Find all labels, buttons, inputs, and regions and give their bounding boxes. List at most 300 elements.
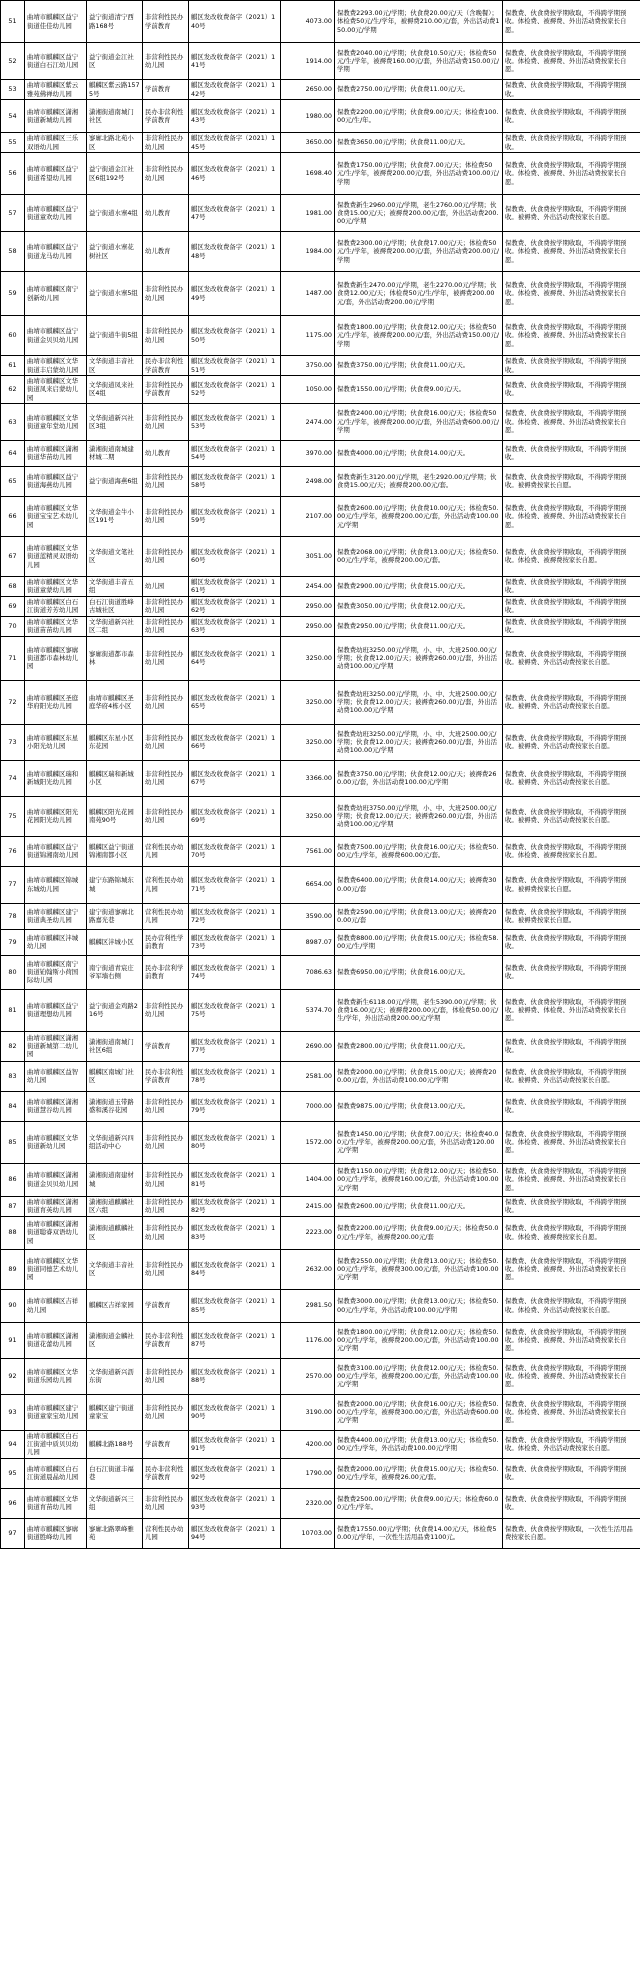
kindergarten-name: 曲靖市麒麟区益宁街道佳佳幼儿园 (25, 1, 87, 43)
charging-method: 保教费、伙食费按学期收取，不得跨学期预收。体检费、被褥费、外出活动费按家长自愿。 (503, 496, 640, 536)
fee-amount: 2320.00 (281, 1488, 335, 1518)
row-number: 94 (1, 1430, 25, 1458)
school-nature: 民办非营利性学前教育 (143, 100, 189, 133)
table-row (1, 1458, 640, 1488)
table-row (1, 1061, 640, 1091)
row-number: 74 (1, 760, 25, 796)
charging-method: 保教费、伙食费按学期收取，不得跨学期预收。体检费、被褥费、外出活动费按家长自愿。 (503, 1322, 640, 1358)
row-number: 88 (1, 1216, 25, 1249)
fee-standard: 保教费2400.00元/学期；伙食费16.00元/天；体检费50元/生/学年，被褥费200.00元/套，外出活动费600.00元/学期 (335, 403, 503, 440)
filing-document-number: 麒区发改收费备字（2021）140号 (189, 1, 281, 43)
fee-amount: 3250.00 (281, 636, 335, 680)
fee-amount: 2581.00 (281, 1061, 335, 1091)
row-number: 92 (1, 1358, 25, 1394)
fee-amount: 3190.00 (281, 1394, 335, 1430)
school-nature: 非营利性民办幼儿园 (143, 43, 189, 80)
address: 文华街道金牛小区191号 (87, 496, 143, 536)
charging-method: 保教费、伙食费按学期收取，不得跨学期预收。体检费、外出活动费按家长自愿。 (503, 1430, 640, 1458)
fee-amount: 2950.00 (281, 596, 335, 616)
address: 麒麟区东星小区东花园 (87, 724, 143, 760)
fee-amount: 3750.00 (281, 356, 335, 376)
kindergarten-name: 曲靖市麒麟区益宁街道海燕幼儿园 (25, 466, 87, 496)
address: 麒麟区沣城小区 (87, 929, 143, 955)
address: 麒麟区南城门社区 (87, 1061, 143, 1091)
row-number: 64 (1, 440, 25, 466)
filing-document-number: 麒区发改收费备字（2021）164号 (189, 636, 281, 680)
address: 麒麟区瑞和新城小区 (87, 760, 143, 796)
fee-standard: 保教费4400.00元/学期；伙食费13.00元/天；体检费50.00元/生/学年，外出活动费100.00元/学期 (335, 1430, 503, 1458)
fee-amount: 2223.00 (281, 1216, 335, 1249)
address: 潇湘街道南城门社区 (87, 100, 143, 133)
address: 寥廓北路翠峰雅苑 (87, 1518, 143, 1548)
table-row (1, 316, 640, 356)
kindergarten-name: 曲靖市麒麟区潇湘街道华苗幼儿园 (25, 440, 87, 466)
school-nature: 非营利性民办幼儿园 (143, 1121, 189, 1163)
fee-standard: 保教费2800.00元/学期；伙食费11.00元/天。 (335, 1031, 503, 1061)
kindergarten-name: 曲靖市麒麟区益宁街道金贝贝幼儿园 (25, 316, 87, 356)
fee-standard: 保教费2950.00元/学期；伙食费11.00元/天。 (335, 616, 503, 636)
row-number: 52 (1, 43, 25, 80)
row-number: 85 (1, 1121, 25, 1163)
charging-method: 保教费、伙食费按学期收取，不得跨学期预收。体检费、被褥费、外出活动费按家长自愿。 (503, 1163, 640, 1196)
row-number: 61 (1, 356, 25, 376)
filing-document-number: 麒区发改收费备字（2021）154号 (189, 440, 281, 466)
table-row (1, 1031, 640, 1061)
charging-method: 保教费、伙食费按学期收取，不得跨学期预收。 (503, 440, 640, 466)
row-number: 69 (1, 596, 25, 616)
table-row (1, 596, 640, 616)
table-row (1, 100, 640, 133)
kindergarten-name: 曲靖市麒麟区潇湘街道花蕾幼儿园 (25, 1322, 87, 1358)
address: 文华街道凤来社区4组 (87, 376, 143, 404)
row-number: 82 (1, 1031, 25, 1061)
row-number: 83 (1, 1061, 25, 1091)
fee-standard: 保教费3750.00元/学期；伙食费11.00元/天。 (335, 356, 503, 376)
charging-method: 保教费、伙食费按学期收取，不得跨学期预收。体检费、被褥费、外出活动费按家长自愿。 (503, 1121, 640, 1163)
charging-method: 保教费、伙食费按学期收取，不得跨学期预收。 (503, 356, 640, 376)
filing-document-number: 麒区发改收费备字（2021）163号 (189, 616, 281, 636)
school-nature: 非营利性民办幼儿园 (143, 536, 189, 576)
fee-standard: 保教费新生3120.00元/学期，老生2920.00元/学期；伙食费15.00元/天；被褥费200.00元/套。 (335, 466, 503, 496)
charging-method: 保教费、伙食费按学期收取，不得跨学期预收。体检费、被褥费、外出活动费按家长自愿。 (503, 316, 640, 356)
fee-amount: 2107.00 (281, 496, 335, 536)
charging-method: 保教费、伙食费按学期收取，不得跨学期预收。 (503, 955, 640, 989)
school-nature: 非营利性民办幼儿园 (143, 153, 189, 195)
row-number: 66 (1, 496, 25, 536)
table-row (1, 356, 640, 376)
fee-amount: 3250.00 (281, 680, 335, 724)
address: 文华街道丰音社区 (87, 356, 143, 376)
fee-amount: 1487.00 (281, 272, 335, 316)
address: 建宁街道寥廓北路嘉光巷 (87, 903, 143, 929)
row-number: 86 (1, 1163, 25, 1196)
charging-method: 保教费、伙食费按学期收取，不得跨学期预收。体检费、被褥费按家长自愿。 (503, 836, 640, 866)
table-row (1, 903, 640, 929)
table-row (1, 1091, 640, 1121)
fee-amount: 1050.00 (281, 376, 335, 404)
address: 麒麟区紫云路1575号 (87, 80, 143, 100)
table-row (1, 989, 640, 1031)
row-number: 67 (1, 536, 25, 576)
charging-method: 保教费、伙食费按学期收取，不得跨学期预收。被褥费按家长自愿。 (503, 866, 640, 903)
fee-standard: 保教费2500.00元/学期；伙食费9.00元/天；体检费60.00元/生/学年。 (335, 1488, 503, 1518)
row-number: 77 (1, 866, 25, 903)
address: 潇湘街道玉带路盛和溪谷花园 (87, 1091, 143, 1121)
fee-standard: 保教费新生2470.00元/学期，老生2270.00元/学期；伙食费12.00元/天；体检费50元/生/学年，被褥费200.00元/套，外出活动费200.00元/学期 (335, 272, 503, 316)
fee-standard: 保教费2750.00元/学期；伙食费11.00元/天。 (335, 80, 503, 100)
school-nature: 非营利性民办幼儿园 (143, 1488, 189, 1518)
fee-standard: 保教费6400.00元/学期；伙食费14.00元/天；被褥费300.00元/套 (335, 866, 503, 903)
kindergarten-name: 曲靖市麒麟区锦城东城幼儿园 (25, 866, 87, 903)
address: 益宁街道水寨4组 (87, 195, 143, 232)
fee-standard: 保教费1750.00元/学期；伙食费7.00元/天；体检费50元/生/学年，被褥费200.00元/套，外出活动费100.00元/学期 (335, 153, 503, 195)
kindergarten-name: 曲靖市麒麟区文华街道新幼儿园 (25, 1121, 87, 1163)
table-row (1, 724, 640, 760)
school-nature: 民办非营利性学前教育 (143, 1458, 189, 1488)
charging-method: 保教费、伙食费按学期收取，不得跨学期预收。 (503, 1488, 640, 1518)
address: 益宁街道水寨5组 (87, 272, 143, 316)
kindergarten-name: 曲靖市麒麟区益宁街道锦湘南幼儿园 (25, 836, 87, 866)
kindergarten-name: 曲靖市麒麟区潇湘街道聪睿双语幼儿园 (25, 1216, 87, 1249)
fee-amount: 3590.00 (281, 903, 335, 929)
kindergarten-name: 曲靖市麒麟区益宁街道龙马幼儿园 (25, 232, 87, 272)
filing-document-number: 麒区发改收费备字（2021）160号 (189, 536, 281, 576)
charging-method: 保教费、伙食费按学期收取，不得跨学期预收。 (503, 1091, 640, 1121)
row-number: 95 (1, 1458, 25, 1488)
kindergarten-name: 曲靖市麒麟区沣城幼儿园 (25, 929, 87, 955)
table-row (1, 796, 640, 836)
school-nature: 非营利性民办幼儿园 (143, 724, 189, 760)
table-body (1, 1, 640, 1549)
charging-method: 保教费、伙食费按学期收取，不得跨学期预收。被褥费、体检费、外出活动费按家长自愿。 (503, 989, 640, 1031)
table-row (1, 1322, 640, 1358)
filing-document-number: 麒区发改收费备字（2021）182号 (189, 1196, 281, 1216)
fee-amount: 2498.00 (281, 466, 335, 496)
filing-document-number: 麒区发改收费备字（2021）149号 (189, 272, 281, 316)
table-row (1, 43, 640, 80)
filing-document-number: 麒区发改收费备字（2021）187号 (189, 1322, 281, 1358)
table-row (1, 1488, 640, 1518)
filing-document-number: 麒区发改收费备字（2021）165号 (189, 680, 281, 724)
row-number: 71 (1, 636, 25, 680)
row-number: 78 (1, 903, 25, 929)
filing-document-number: 麒区发改收费备字（2021）146号 (189, 153, 281, 195)
kindergarten-name: 曲靖市麒麟区三乐双语幼儿园 (25, 133, 87, 153)
fee-amount: 3051.00 (281, 536, 335, 576)
fee-standard: 保教费6950.00元/学期；伙食费16.00元/天。 (335, 955, 503, 989)
school-nature: 非营利性民办幼儿园 (143, 760, 189, 796)
school-nature: 学前教育 (143, 80, 189, 100)
school-nature: 非营利性民办幼儿园 (143, 133, 189, 153)
filing-document-number: 麒区发改收费备字（2021）170号 (189, 836, 281, 866)
charging-method: 保教费、伙食费按学期收取，不得跨学期预收。 (503, 576, 640, 596)
table-row (1, 1216, 640, 1249)
table-row (1, 1289, 640, 1322)
kindergarten-name: 曲靖市麒麟区寥廓街道都市森林幼儿园 (25, 636, 87, 680)
filing-document-number: 麒区发改收费备字（2021）166号 (189, 724, 281, 760)
kindergarten-name: 曲靖市麒麟区文华街道苗苗幼儿园 (25, 616, 87, 636)
filing-document-number: 麒区发改收费备字（2021）147号 (189, 195, 281, 232)
address: 文华街道新兴沥东街 (87, 1358, 143, 1394)
fee-amount: 1981.00 (281, 195, 335, 232)
table-row (1, 232, 640, 272)
filing-document-number: 麒区发改收费备字（2021）181号 (189, 1163, 281, 1196)
filing-document-number: 麒区发改收费备字（2021）162号 (189, 596, 281, 616)
table-row (1, 1430, 640, 1458)
address: 麒麟区建宁街道童家宝 (87, 1394, 143, 1430)
fee-amount: 2650.00 (281, 80, 335, 100)
table-row (1, 616, 640, 636)
school-nature: 非营利性民办学前教育 (143, 376, 189, 404)
charging-method: 保教费、伙食费按学期收取，不得跨学期预收。体检费、被褥费、外出活动费按家长自愿。 (503, 232, 640, 272)
table-row (1, 680, 640, 724)
filing-document-number: 麒区发改收费备字（2021）161号 (189, 576, 281, 596)
table-row (1, 536, 640, 576)
school-nature: 非营利性民办幼儿园 (143, 403, 189, 440)
kindergarten-name: 曲靖市麒麟区白石江街道中质贝贝幼儿园 (25, 1430, 87, 1458)
charging-method: 保教费、伙食费按学期收取，不得跨学期预收。体检费、外出活动费按家长自愿。 (503, 1289, 640, 1322)
row-number: 70 (1, 616, 25, 636)
school-nature: 非营利性民办幼儿园 (143, 636, 189, 680)
kindergarten-name: 曲靖市麒麟区东星小阳光幼儿园 (25, 724, 87, 760)
filing-document-number: 麒区发改收费备字（2021）167号 (189, 760, 281, 796)
school-nature: 幼儿教育 (143, 232, 189, 272)
kindergarten-name: 曲靖市麒麟区文华街道童年堂幼儿园 (25, 403, 87, 440)
table-row (1, 1394, 640, 1430)
filing-document-number: 麒区发改收费备字（2021）173号 (189, 929, 281, 955)
fee-standard: 保教费新生2960.00元/学期，老生2760.00元/学期；伙食费15.00元/天；被褥费200.00元/套，外出活动费200.00元/学期 (335, 195, 503, 232)
fee-amount: 10703.00 (281, 1518, 335, 1548)
address: 麒麟区吉祥家园 (87, 1289, 143, 1322)
fee-amount: 4073.00 (281, 1, 335, 43)
fee-standard: 保教费3750.00元/学期；伙食费12.00元/天；被褥费260.00元/套，外出活动费100.00元/学期 (335, 760, 503, 796)
fee-amount: 3250.00 (281, 724, 335, 760)
fee-amount: 7561.00 (281, 836, 335, 866)
row-number: 60 (1, 316, 25, 356)
school-nature: 幼儿教育 (143, 195, 189, 232)
filing-document-number: 麒区发改收费备字（2021）183号 (189, 1216, 281, 1249)
kindergarten-name: 曲靖市麒麟区潇湘街道育英幼儿园 (25, 1196, 87, 1216)
filing-document-number: 麒区发改收费备字（2021）148号 (189, 232, 281, 272)
table-row (1, 496, 640, 536)
row-number: 73 (1, 724, 25, 760)
school-nature: 学前教育 (143, 1031, 189, 1061)
charging-method: 保教费、伙食费按学期收取，不得跨学期预收。被褥费、外出活动费按家长自愿。 (503, 1061, 640, 1091)
fee-amount: 2690.00 (281, 1031, 335, 1061)
fee-standard: 保教费2040.00元/学期；伙食费10.50元/天；体检费50元/生/学年，被褥费160.00元/套，外出活动费150.00元/学期 (335, 43, 503, 80)
address: 潇湘街道南城建材城二期 (87, 440, 143, 466)
filing-document-number: 麒区发改收费备字（2021）158号 (189, 466, 281, 496)
table-row (1, 195, 640, 232)
row-number: 54 (1, 100, 25, 133)
school-nature: 非营利性民办幼儿园 (143, 1216, 189, 1249)
row-number: 80 (1, 955, 25, 989)
row-number: 96 (1, 1488, 25, 1518)
address: 文华街道新兴四组活动中心 (87, 1121, 143, 1163)
address: 益宁街道金江社区6组192号 (87, 153, 143, 195)
fee-amount: 1404.00 (281, 1163, 335, 1196)
school-nature: 非营利性民办幼儿园 (143, 1358, 189, 1394)
charging-method: 保教费、伙食费按学期收取，不得跨学期预收。 (503, 376, 640, 404)
charging-method: 保教费、伙食费按学期收取，不得跨学期预收。被褥费、外出活动费按家长自愿。 (503, 680, 640, 724)
fee-standard: 保教费1800.00元/学期；伙食费12.00元/天；体检费50.00元/生/学年，被褥费200.00元/套，外出活动费100.00元/学期 (335, 1322, 503, 1358)
fee-standard: 保教费1550.00元/学期；伙食费9.00元/天。 (335, 376, 503, 404)
filing-document-number: 麒区发改收费备字（2021）172号 (189, 903, 281, 929)
table-row (1, 576, 640, 596)
school-nature: 营利性民办幼儿园 (143, 1518, 189, 1548)
fee-amount: 1984.00 (281, 232, 335, 272)
filing-document-number: 麒区发改收费备字（2021）177号 (189, 1031, 281, 1061)
fee-standard: 保教费幼班3750.00元/学期，小、中、大班2500.00元/学期；伙食费12.00元/天；被褥费260.00元/套，外出活动费100.00元/学期 (335, 796, 503, 836)
fee-amount: 4200.00 (281, 1430, 335, 1458)
fee-amount: 1175.00 (281, 316, 335, 356)
kindergarten-name: 曲靖市麒麟区文华街道宝宝艺术幼儿园 (25, 496, 87, 536)
address: 益宁街道清宁西路168号 (87, 1, 143, 43)
charging-method: 保教费、伙食费按学期收取，不得跨学期预收。 (503, 1031, 640, 1061)
address: 潇湘街道金麟社区 (87, 1322, 143, 1358)
row-number: 55 (1, 133, 25, 153)
table-row (1, 955, 640, 989)
fee-standard: 保教费2600.00元/学期；伙食费10.00元/天；体检费50.00元/生/学年，被褥费200.00元/套，外出活动费100.00元/学期 (335, 496, 503, 536)
address: 文华街道文笔社区 (87, 536, 143, 576)
kindergarten-name: 曲靖市麒麟区南宁街道铂翰斯小荷国际幼儿园 (25, 955, 87, 989)
fee-amount: 2632.00 (281, 1249, 335, 1289)
kindergarten-name: 曲靖市麒麟区潇湘街道新城幼儿园 (25, 100, 87, 133)
charging-method: 保教费、伙食费按学期收取，不得跨学期预收。被褥费、外出活动费按家长自愿。 (503, 796, 640, 836)
address: 益宁街道金鸡路216号 (87, 989, 143, 1031)
filing-document-number: 麒区发改收费备字（2021）143号 (189, 100, 281, 133)
filing-document-number: 麒区发改收费备字（2021）191号 (189, 1430, 281, 1458)
fee-standard: 保教费3050.00元/学期；伙食费12.00元/天。 (335, 596, 503, 616)
kindergarten-name: 曲靖市麒麟区文华街道育苗幼儿园 (25, 1488, 87, 1518)
fee-standard: 保教费2200.00元/学期；伙食费9.00元/天；体检费50.00元/生/学年，被褥费200.00元/套 (335, 1216, 503, 1249)
row-number: 57 (1, 195, 25, 232)
table-row (1, 1, 640, 43)
row-number: 62 (1, 376, 25, 404)
fee-standard: 保教费2550.00元/学期；伙食费13.00元/天；体检费50.00元/生/学年，被褥费300.00元/套，外出活动费100.00元/学期 (335, 1249, 503, 1289)
charging-method: 保教费、伙食费按学期收取，一次性生活用品费按家长自愿。 (503, 1518, 640, 1548)
fee-amount: 3650.00 (281, 133, 335, 153)
charging-method: 保教费、伙食费按学期收取，不得跨学期预收。 (503, 929, 640, 955)
fee-amount: 2474.00 (281, 403, 335, 440)
fee-standard: 保教费3100.00元/学期；伙食费12.00元/天；体检费50.00元/生/学年，被褥费200.00元/套，外出活动费100.00元/学期 (335, 1358, 503, 1394)
charging-method: 保教费、伙食费按学期收取，不得跨学期预收。体检费、被褥费按家长自愿。 (503, 1216, 640, 1249)
kindergarten-name: 曲靖市麒麟区潇湘街道新城第二幼儿园 (25, 1031, 87, 1061)
address: 建宁东路锦城东城 (87, 866, 143, 903)
table-row (1, 376, 640, 404)
school-nature: 非营利性民办幼儿园 (143, 1394, 189, 1430)
kindergarten-name: 曲靖市麒麟区白石江街道芳芳幼儿园 (25, 596, 87, 616)
kindergarten-name: 曲靖市麒麟区文华街道童蒙幼儿园 (25, 576, 87, 596)
charging-method: 保教费、伙食费按学期收取，不得跨学期预收。 (503, 133, 640, 153)
kindergarten-name: 曲靖市麒麟区南宁创新幼儿园 (25, 272, 87, 316)
table-row (1, 272, 640, 316)
row-number: 90 (1, 1289, 25, 1322)
school-nature: 学前教育 (143, 1430, 189, 1458)
row-number: 68 (1, 576, 25, 596)
kindergarten-name: 曲靖市麒麟区吉祥幼儿园 (25, 1289, 87, 1322)
fee-amount: 2454.00 (281, 576, 335, 596)
row-number: 97 (1, 1518, 25, 1548)
fee-amount: 3970.00 (281, 440, 335, 466)
address: 文华街道丰音社区 (87, 1249, 143, 1289)
fee-standard: 保教费2068.00元/学期；伙食费13.00元/天；体检费50.00元/生/学年，被褥费200.00元/套。 (335, 536, 503, 576)
fee-amount: 1698.40 (281, 153, 335, 195)
fee-standard: 保教费幼班3250.00元/学期，小、中、大班2500.00元/学期；伙食费12.00元/天；被褥费260.00元/套，外出活动费100.00元/学期 (335, 636, 503, 680)
fee-amount: 6654.00 (281, 866, 335, 903)
filing-document-number: 麒区发改收费备字（2021）192号 (189, 1458, 281, 1488)
fee-standard: 保教费2000.00元/学期；伙食费15.00元/天；体检费50.00元/生/学年，被褥费26.00元/套。 (335, 1458, 503, 1488)
table-row (1, 403, 640, 440)
school-nature: 非营利性民办幼儿园 (143, 272, 189, 316)
fee-standard: 保教费2000.00元/学期；伙食费16.00元/天；体检费50.00元/生/学年，被褥费300.00元/套，外出活动费600.00元/学期 (335, 1394, 503, 1430)
charging-method: 保教费、伙食费按学期收取，不得跨学期预收。体检费、被褥费按家长自愿。 (503, 536, 640, 576)
filing-document-number: 麒区发改收费备字（2021）193号 (189, 1488, 281, 1518)
row-number: 81 (1, 989, 25, 1031)
fee-amount: 7000.00 (281, 1091, 335, 1121)
charging-method: 保教费、伙食费按学期收取，不得跨学期预收。体检费、被褥费、外出活动费按家长自愿。 (503, 1358, 640, 1394)
address: 益宁街道牛街5组 (87, 316, 143, 356)
school-nature: 民办非营利性学前教育 (143, 1061, 189, 1091)
charging-method: 保教费、伙食费按学期收取，不得跨学期预收。体检费、被褥费、外出活动费按家长自愿。 (503, 403, 640, 440)
school-nature: 幼儿教育 (143, 440, 189, 466)
charging-method: 保教费、伙食费按学期收取，不得跨学期预收。体检费、被褥费、外出活动费按家长自愿。 (503, 43, 640, 80)
fee-standard: 保教费新生6118.00元/学期，老生5390.00元/学期；伙食费16.00元/天；被褥费200.00元/套，体检费50.00元/生/学年，外出活动费200.00元/学期 (335, 989, 503, 1031)
address: 文华街道新兴社区二组 (87, 616, 143, 636)
charging-method: 保教费、伙食费按学期收取，不得跨学期预收。体检费、被褥费、外出活动费按家长自愿。 (503, 1394, 640, 1430)
filing-document-number: 麒区发改收费备字（2021）179号 (189, 1091, 281, 1121)
fee-amount: 3366.00 (281, 760, 335, 796)
fee-standard: 保教费1800.00元/学期；伙食费12.00元/天；体检费50元/生/学年，被褥费200.00元/套，外出活动费150.00元/学期 (335, 316, 503, 356)
address: 麒麟区益宁街道锦湘南都小区 (87, 836, 143, 866)
fee-standard: 保教费17550.00元/学期；伙食费14.00元/天，体检费50.00元/学年，一次性生活用品费1100元。 (335, 1518, 503, 1548)
table-row (1, 929, 640, 955)
address: 麒麟区阳光花园南苑90号 (87, 796, 143, 836)
filing-document-number: 麒区发改收费备字（2021）175号 (189, 989, 281, 1031)
address: 文华街道新兴社区3组 (87, 403, 143, 440)
row-number: 79 (1, 929, 25, 955)
charging-method: 保教费、伙食费按学期收取，不得跨学期预收。 (503, 616, 640, 636)
school-nature: 非营利性民办幼儿园 (143, 796, 189, 836)
fee-amount: 1176.00 (281, 1322, 335, 1358)
fee-standard: 保教费1150.00元/学期；伙食费12.00元/天；体检费50.00元/生/学年，被褥费160.00元/套，外出活动费100.00元/学期 (335, 1163, 503, 1196)
fee-amount: 3250.00 (281, 796, 335, 836)
fee-standard: 保教费3650.00元/学期；伙食费11.00元/天。 (335, 133, 503, 153)
school-nature: 非营利性民办幼儿园 (143, 989, 189, 1031)
school-nature: 非营利性民办幼儿园 (143, 680, 189, 724)
kindergarten-name: 曲靖市麒麟区文华街道凤来启蒙幼儿园 (25, 376, 87, 404)
fee-standard: 保教费2000.00元/学期；伙食费15.00元/天；被褥费200.00元/套，外出活动费100.00元/学期 (335, 1061, 503, 1091)
charging-method: 保教费、伙食费按学期收取，不得跨学期预收。 (503, 596, 640, 616)
school-nature: 学前教育 (143, 1289, 189, 1322)
school-nature: 非营利性民办幼儿园 (143, 1091, 189, 1121)
charging-method: 保教费、伙食费按学期收取，不得跨学期预收。 (503, 1196, 640, 1216)
kindergarten-name: 曲靖市麒麟区寥廓街道胜峰幼儿园 (25, 1518, 87, 1548)
fee-amount: 5374.70 (281, 989, 335, 1031)
kindergarten-name: 曲靖市麒麟区紫云雅苑佛禅幼儿园 (25, 80, 87, 100)
address: 白石江街道丰福巷 (87, 1458, 143, 1488)
table-row (1, 1121, 640, 1163)
fee-amount: 8987.07 (281, 929, 335, 955)
charging-method: 保教费、伙食费按学期收取，不得跨学期预收。被褥费、外出活动费按家长自愿。 (503, 195, 640, 232)
row-number: 87 (1, 1196, 25, 1216)
address: 文华街道新兴三组 (87, 1488, 143, 1518)
table-row (1, 440, 640, 466)
charging-method: 保教费、伙食费按学期收取，不得跨学期预收。被褥费按家长自愿。 (503, 466, 640, 496)
address: 曲靖市麒麟区圣庭华府4栋小区 (87, 680, 143, 724)
fee-standard: 保教费幼班3250.00元/学期，小、中、大班2500.00元/学期；伙食费12.00元/天；被褥费260.00元/套，外出活动费100.00元/学期 (335, 724, 503, 760)
table-row (1, 1163, 640, 1196)
